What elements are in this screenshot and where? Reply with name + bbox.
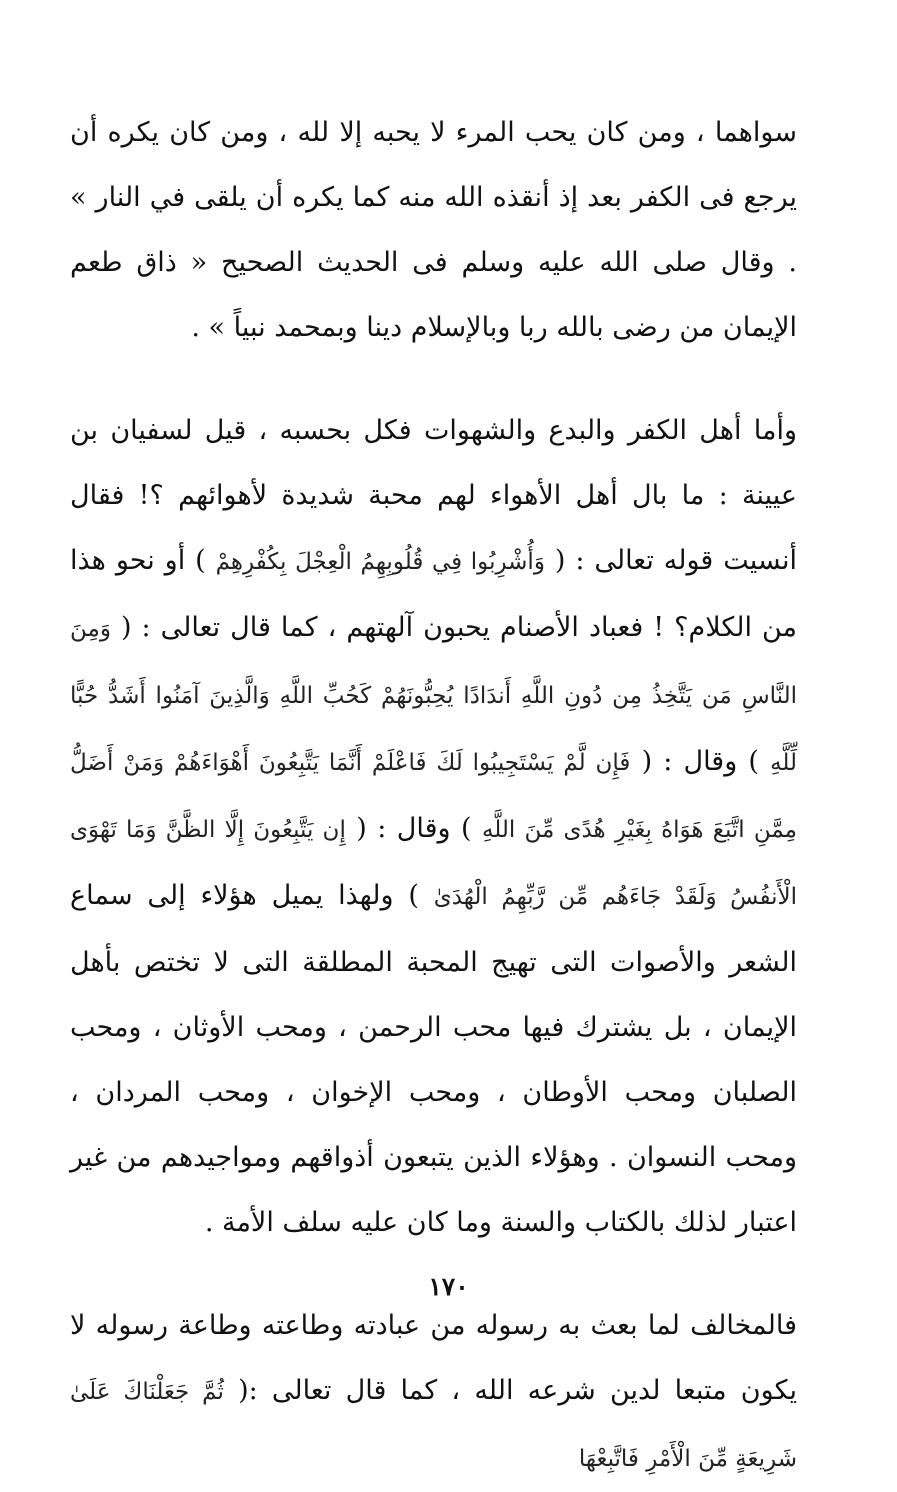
paragraph-1 xyxy=(70,100,797,360)
paragraph-text: ) أو نحو هذا من الكلام؟ ! فعباد الأصنام يحبون آلهتهم ، كما قال تعالى : ( xyxy=(70,545,797,643)
paragraph-2 xyxy=(70,398,797,1255)
quran-verse: وَأُشْرِبُوا فِي قُلُوبِهِمُ الْعِجْلَ بِكُفْرِهِمْ xyxy=(215,549,545,575)
paragraph-text: ) ولهذا يميل هؤلاء إلى سماع الشعر والأصوات التى تهيج المحبة المطلقة التى لا تختص بأهل الإيمان ، بل يشترك فيها محب الرحمن ، ومحب الأوثان ، ومحب الصلبان ومحب الأوطان ، ومحب الإخوان ، ومحب المردان ، ومحب النسوان . وهؤلاء الذين يتبعون أذواقهم ومواجيدهم من غير اعتبار لذلك بالكتاب والسنة وما كان عليه سلف الأمة . xyxy=(70,880,797,1238)
quran-verse: وَمِنَ النَّاسِ مَن يَتَّخِذُ مِن دُونِ اللَّهِ أَندَادًا يُحِبُّونَهُمْ كَحُبِّ اللَّهِ وَالَّذِينَ آمَنُوا أَشَدُّ حُبًّا لِّلَّهِ xyxy=(70,616,798,776)
page-number: ١٧٠ xyxy=(428,1272,469,1301)
paragraph-text: ) وقال : ( xyxy=(641,746,759,777)
paragraph-3 xyxy=(70,1293,797,1492)
paragraph-text: ) وقال : ( xyxy=(356,813,472,844)
paragraph-text: سواهما ، ومن كان يحب المرء لا يحبه إلا لله ، ومن كان يكره أن يرجع فى الكفر بعد إذ أنقذه الله منه كما يكره أن يلقى في النار » . وقال صلى الله عليه وسلم فى الحديث الصحيح « ذاق طعم الإيمان من رضى بالله ربا وبالإسلام دينا وبمحمد نبياً » . xyxy=(70,117,797,343)
quran-verse: إِن يَتَّبِعُونَ إِلَّا الظَّنَّ وَمَا تَهْوَى الْأَنفُسُ وَلَقَدْ جَاءَهُم مِّن رَّبِّهِمُ الْهُدَىٰ xyxy=(70,817,797,910)
quran-verse: ثُمَّ جَعَلْنَاكَ عَلَىٰ شَرِيعَةٍ مِّنَ الْأَمْرِ فَاتَّبِعْهَا xyxy=(70,1379,797,1472)
quran-verse: فَإِن لَّمْ يَسْتَجِيبُوا لَكَ فَاعْلَمْ أَنَّمَا يَتَّبِعُونَ أَهْوَاءَهُمْ وَمَنْ أَضَلُّ مِمَّنِ اتَّبَعَ هَوَاهُ بِغَيْرِ هُدًى مِّنَ اللَّهِ xyxy=(70,750,797,843)
paragraph-text: وأما أهل الكفر والبدع والشهوات فكل بحسبه ، قيل لسفيان بن عيينة : ما بال أهل الأهواء لهم محبة شديدة لأهوائهم ؟! فقال أنسيت قوله تعالى : ( xyxy=(70,415,798,576)
paragraph-text: فالمخالف لما بعث به رسوله من عبادته وطاعته وطاعة رسوله لا يكون متبعا لدين شرعه الله ، كما قال تعالى :( xyxy=(70,1310,798,1406)
